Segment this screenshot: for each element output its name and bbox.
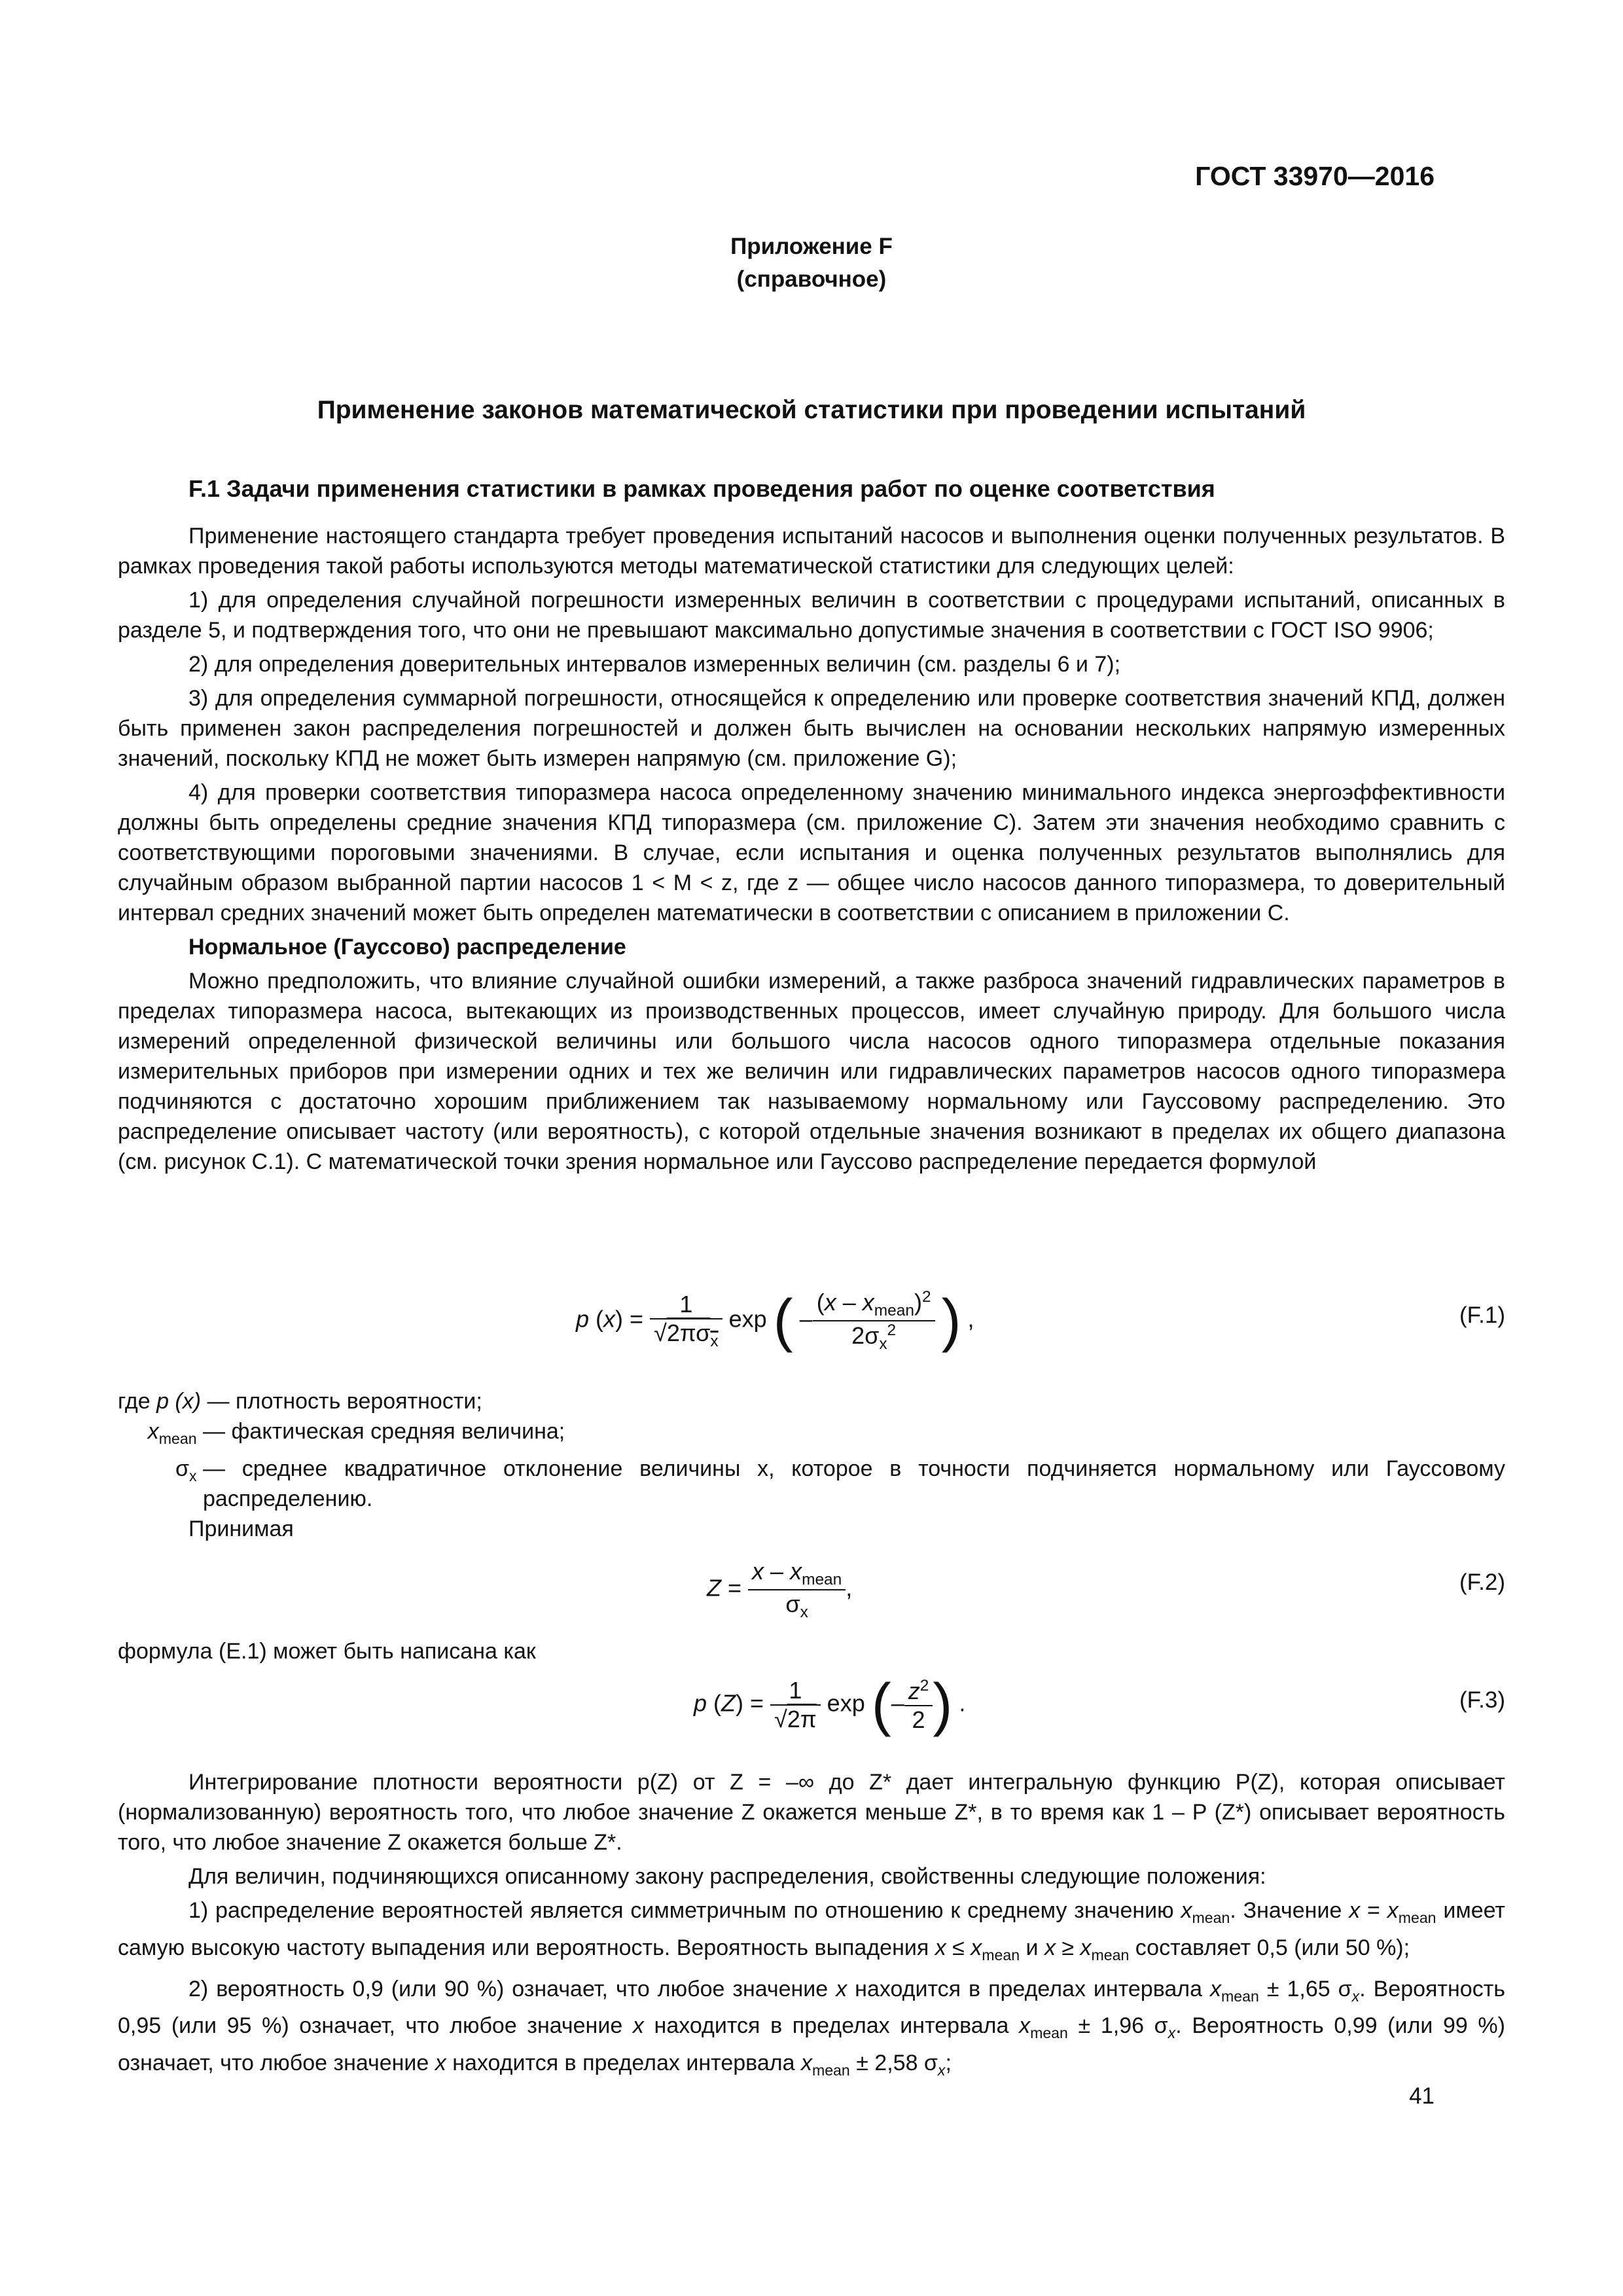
legend-symbol: $x_{mean}$ (147, 1419, 197, 1447)
formula-f2: Z = $\frac{x - x_{mean}}{\sigma_x}$ , (F.2) (707, 1558, 1505, 1622)
legend-symbol: p (x) (156, 1389, 202, 1414)
legend-symbol: $\sigma_x$ (175, 1456, 197, 1484)
list-item: 3) для определения суммарной погрешности, относящейся к определению или проверке соответствия значений КПД, должен быть применен закон распределения погрешностей и должен быть вычислен на основании нескольких напрямую измеренных значений, поскольку КПД не может быть измерен напрямую (см. приложение G); (118, 686, 1505, 771)
paragraph: Для величин, подчиняющихся описанному закону распределения, свойственны следующие положения: (188, 1864, 1266, 1889)
legend-definition: — плотность вероятности; (207, 1389, 482, 1414)
paragraph: Применение настоящего стандарта требует проведения испытаний насосов и выполнения оценки полученных результатов. В рамках проведения такой работы используются методы математической статистики для следующих целей: (118, 524, 1505, 579)
list-item: 2) для определения доверительных интервалов измеренных величин (см. разделы 6 и 7); (188, 652, 1121, 677)
formula-f1: p (x) = $\frac{1}{√2\pi\sigma_x}$ exp ( – $\frac{(x - x_{mean})^2}{2\sigma_x^2}$ ) , (F.1) (576, 1288, 1505, 1354)
intro-text (118, 521, 1505, 1181)
appendix-label: Приложение F (730, 234, 893, 259)
appendix-type: (справочное) (736, 266, 887, 292)
section-heading-f1: F.1 Задачи применения статистики в рамках проведения работ по оценке соответствия (188, 475, 1215, 502)
formula-number: (F.2) (1459, 1570, 1505, 1595)
list-item: 4) для проверки соответствия типоразмера насоса определенному значению минимального индекса энергоэффективности должны быть определены средние значения КПД типоразмера (см. приложение С). Затем эти значения необходимо сравнить с соответствующими пороговыми значениями. В случае, если испытания и оценка полученных результатов выполнялись для случайным образом выбранной партии насосов 1 < M < z, где z — общее число насосов данного типоразмера, то доверительный интервал средних значений может быть определен математически в соответствии с описанием в приложении С. (118, 780, 1505, 925)
accepting-text: Принимая (188, 1516, 294, 1541)
subheading-normal-distribution: Нормальное (Гауссово) распределение (188, 935, 626, 960)
symbol-legend (118, 1386, 1505, 1544)
integration-text (118, 1767, 1505, 2089)
appendix-heading (0, 230, 1623, 296)
page-number: 41 (1409, 2083, 1435, 2109)
formula-number: (F.1) (1459, 1302, 1505, 1328)
formula-note (118, 1636, 1505, 1670)
formula-f3: p (Z) = $\frac{1}{√2\pi}$ exp (– $\frac{z^2}{2}$ ) . (F.3) (694, 1672, 1505, 1738)
legend-where: где (118, 1389, 151, 1414)
list-item: 1) распределение вероятностей является симметричным по отношению к среднему значению $x_{mean}$. Значение $x = x_{mean}$ имеет самую высокую частоту выпадения или вероятность. Вероятность выпадения $x \le x_{mean}$ и $x \ge x_{mean}$ составляет 0,5 (или 50 %); (118, 1898, 1505, 1964)
legend-definition: — фактическая средняя величина; (203, 1419, 565, 1444)
list-item: 1) для определения случайной погрешности измеренных величин в соответствии с процедурами испытаний, описанных в разделе 5, и подтверждения того, что они не превышают максимально допустимые значения в соответствии с ГОСТ ISO 9906; (118, 588, 1505, 643)
paragraph: формула (Е.1) может быть написана как (118, 1639, 536, 1664)
page-title: Применение законов математической статистики при проведении испытаний (317, 396, 1306, 424)
formula-number: (F.3) (1459, 1687, 1505, 1713)
list-item: 2) вероятность 0,9 (или 90 %) означает, что любое значение x находится в пределах интервала $x_{mean} \pm 1,65$ $\sigma_x$. Вероятность 0,95 (или 95 %) означает, что любое значение x находится в пределах интервала $x_{mean} \pm 1,96$ $\sigma_x$. Вероятность 0,99 (или 99 %) означает, что любое значение x находится в пределах интервала $x_{mean} \pm 2,58$ $\sigma_x$; (118, 1976, 1505, 2079)
legend-definition: — среднее квадратичное отклонение величины x, которое в точности подчиняется нормальному или Гауссовому распределению. (203, 1456, 1505, 1511)
document-code: ГОСТ 33970—2016 (1195, 161, 1435, 191)
paragraph: Интегрирование плотности вероятности p(Z) от Z = –∞ до Z* дает интегральную функцию P(Z), которая описывает (нормализованную) вероятность того, что любое значение Z окажется меньше Z*, в то время как 1 – P (Z*) описывает вероятность того, что любое значение Z окажется больше Z*. (118, 1770, 1505, 1855)
paragraph: Можно предположить, что влияние случайной ошибки измерений, а также разброса значений гидравлических параметров в пределах типоразмера насоса, вытекающих из производственных процессов, имеет случайную природу. Для большого числа измерений определенной физической величины или большого числа насосов одного типоразмера отдельные показания измерительных приборов при измерении одних и тех же величин или гидравлических параметров насосов одного типоразмера подчиняются с достаточно хорошим приближением так называемому нормальному или Гауссовому распределению. Это распределение описывает частоту (или вероятность), с которой отдельные значения возникают в пределах их общего диапазона (см. рисунок С.1). С математической точки зрения нормальное или Гауссово распределение передается формулой (118, 969, 1505, 1174)
